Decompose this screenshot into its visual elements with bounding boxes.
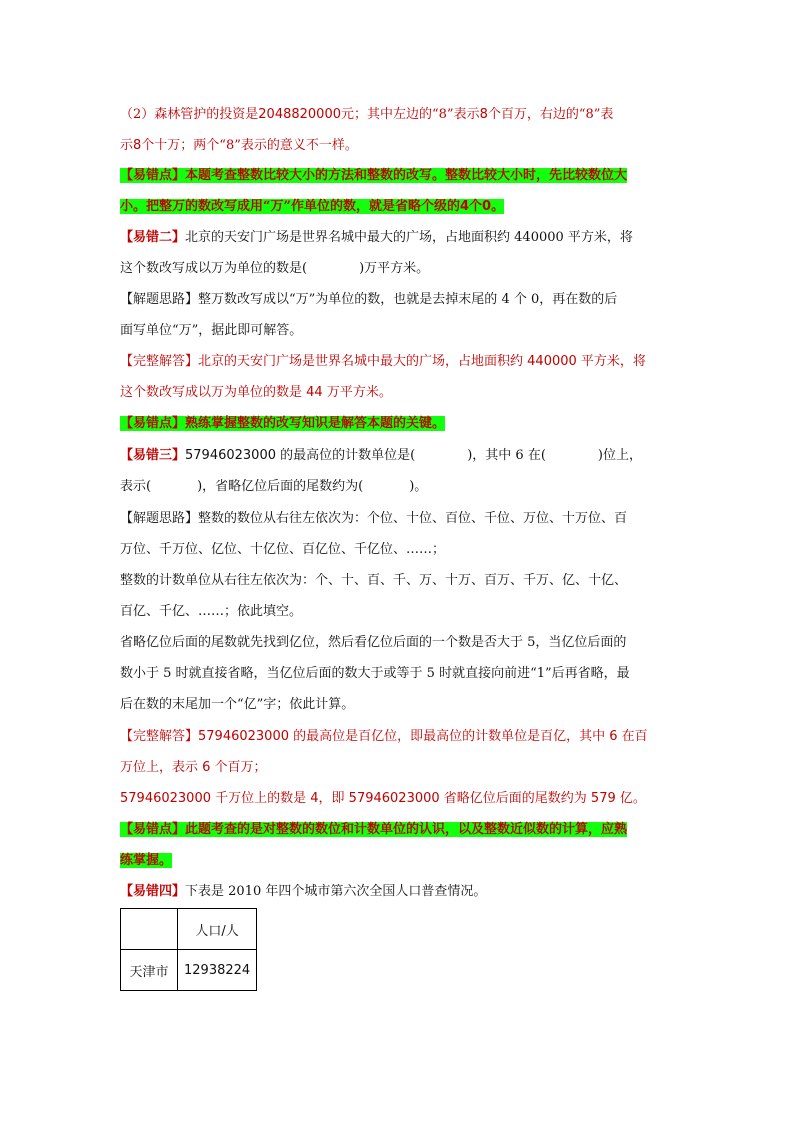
note2-tag: 【易错点】: [120, 416, 186, 431]
q3-line2b: )，省略亿位后面的尾数约为(: [197, 479, 364, 494]
part2-text3: 示: [120, 138, 134, 153]
q2-idea-line1: 整万数改写成以“万”为单位的数，也就是去掉末尾的 4 个 0，再在数的后: [198, 292, 618, 307]
q3-answer-line3a: 千万位上的数是: [210, 791, 311, 806]
q3-idea-line6: 数小于 5 时就直接省略，当亿位后面的数大于或等于 5 时就直接向前进“1”后再省略，最: [120, 666, 630, 681]
part2-text1: 元；其中左边的“8”表示: [341, 107, 480, 122]
q4-tag: 【易错四】: [120, 884, 186, 899]
q2-answer-line1b: 平方米，将: [576, 354, 646, 369]
note1-end: 。: [491, 199, 505, 214]
q3-answer-line1b: 在百: [617, 729, 648, 744]
table-header-cell: [121, 909, 178, 950]
part2-n1: 8: [479, 107, 488, 122]
table-header-cell: 人口/人: [178, 909, 257, 950]
note3-line2: 练掌握。: [120, 853, 173, 868]
q3-answer-num3: 57946023000: [348, 791, 440, 806]
table-row: [121, 950, 257, 991]
part2-text4: 个十万；两个“8”表示的意义不一样。: [141, 138, 358, 153]
q3-line1c: )位上，: [597, 448, 642, 463]
q3-line2a: 表示(: [120, 479, 152, 494]
q3-answer-line2a: 万位上，表示: [120, 760, 203, 775]
note1-line2a: 小。把整万的数改写成用“万”作单位的数，就是省略个级的: [120, 199, 460, 214]
q2-answer-num: 440000: [527, 354, 577, 369]
q3-answer-line3c: 省略亿位后面的尾数约为: [439, 791, 591, 806]
q3-idea-tag: 【解题思路】: [120, 511, 199, 526]
table-header-row: [121, 909, 257, 950]
q3-idea-paragraph: [120, 503, 676, 720]
q2-idea-line2: 面写单位“万”，据此即可解答。: [120, 323, 303, 338]
q2-line1: 北京的天安门广场是世界名城中最大的广场，占地面积约 440000 平方米，将: [185, 230, 633, 245]
note1-tag: 【易错点】: [120, 168, 186, 183]
q3-idea-line2: 万位、千万位、亿位、十亿位、百亿位、千亿位、……；: [120, 542, 446, 557]
q2-answer-line2b: 万平方米。: [322, 385, 392, 400]
q3-num: 57946023000: [185, 448, 276, 463]
table-cell-population: 12938224: [178, 950, 257, 991]
q3-answer-num: 57946023000: [198, 729, 289, 744]
part2-text2: 个百万，右边的“8”表: [487, 107, 614, 122]
q3-line2c: )。: [409, 479, 428, 494]
q3-line1a: 的最高位的计数单位是(: [276, 448, 416, 463]
q3-idea-line3: 整数的计数单位从右往左依次为：个、十、百、千、万、十万、百万、千万、亿、十亿、: [120, 573, 628, 588]
q3-idea-line1: 整数的数位从右往左依次为：个位、十位、百位、千位、万位、十万位、百: [198, 511, 628, 526]
note1-line1: 本题考查整数比较大小的方法和整数的改写。整数比较大小时，先比较数位大: [185, 168, 628, 183]
q3-answer-six2: 6: [202, 760, 211, 775]
q2-tag: 【易错二】: [120, 230, 186, 245]
q2-answer-ans: 44: [306, 385, 323, 400]
part2-n2: 8: [133, 138, 142, 153]
q3-answer-six: 6: [609, 729, 618, 744]
q3-idea-line5: 省略亿位后面的尾数就先找到亿位，然后看亿位后面的一个数是否大于 5，当亿位后面的: [120, 635, 627, 650]
q2-idea-paragraph: [120, 284, 676, 346]
note1-line2b: 个: [469, 199, 483, 214]
q2-line2a: 这个数改写成以万为单位的数是(: [120, 261, 308, 276]
q2-line2b: )万平方米。: [359, 261, 430, 276]
note1-paragraph: [120, 160, 676, 222]
q3-answer-line2b: 个百万；: [210, 760, 267, 775]
note1-zero: 0: [482, 199, 492, 214]
note3-paragraph: [120, 814, 676, 876]
note2-paragraph: [120, 408, 676, 439]
q3-idea-line7: 后在数的末尾加一个“亿”字；依此计算。: [120, 697, 355, 712]
q2-answer-line1a: 北京的天安门广场是世界名城中最大的广场，占地面积约: [198, 354, 528, 369]
q3-idea-line4: 百亿、千亿、……；依此填空。: [120, 604, 303, 619]
note3-line1: 此题考查的是对整数的数位和计数单位的认识，以及整数近似数的计算，应熟: [185, 822, 628, 837]
part2-amount: 2048820000: [258, 107, 341, 122]
q3-line1b: )，其中 6 在(: [467, 448, 546, 463]
q3-paragraph: [120, 440, 676, 502]
q3-answer-line3b: ，即: [318, 791, 349, 806]
q2-paragraph: [120, 222, 676, 284]
note1-n: 4: [459, 199, 470, 214]
q3-tag: 【易错三】: [120, 448, 186, 463]
note2-text: 熟练掌握整数的改写知识是解答本题的关键。: [185, 416, 446, 431]
note3-tag: 【易错点】: [120, 822, 186, 837]
q3-answer-paragraph: [120, 721, 676, 814]
q3-answer-tag: 【完整解答】: [120, 729, 199, 744]
q4-text: 下表是 2010 年四个城市第六次全国人口普查情况。: [185, 884, 487, 899]
table-cell-city: 天津市: [121, 950, 178, 991]
q2-idea-tag: 【解题思路】: [120, 292, 199, 307]
q4-paragraph: [120, 876, 676, 907]
q3-answer-approx: 579: [590, 791, 616, 806]
q3-answer-num2: 57946023000: [120, 791, 211, 806]
q3-answer-line3d: 亿。: [615, 791, 646, 806]
q3-answer-four: 4: [310, 791, 319, 806]
part2-prefix: （2）森林管护的投资是: [120, 107, 259, 122]
q2-answer-paragraph: [120, 346, 676, 408]
q3-answer-line1a: 的最高位是百亿位，即最高位的计数单位是百亿，其中: [289, 729, 610, 744]
q2-answer-tag: 【完整解答】: [120, 354, 199, 369]
population-table: [120, 908, 257, 991]
q2-answer-line2a: 这个数改写成以万为单位的数是: [120, 385, 307, 400]
part2-paragraph: [120, 99, 676, 161]
